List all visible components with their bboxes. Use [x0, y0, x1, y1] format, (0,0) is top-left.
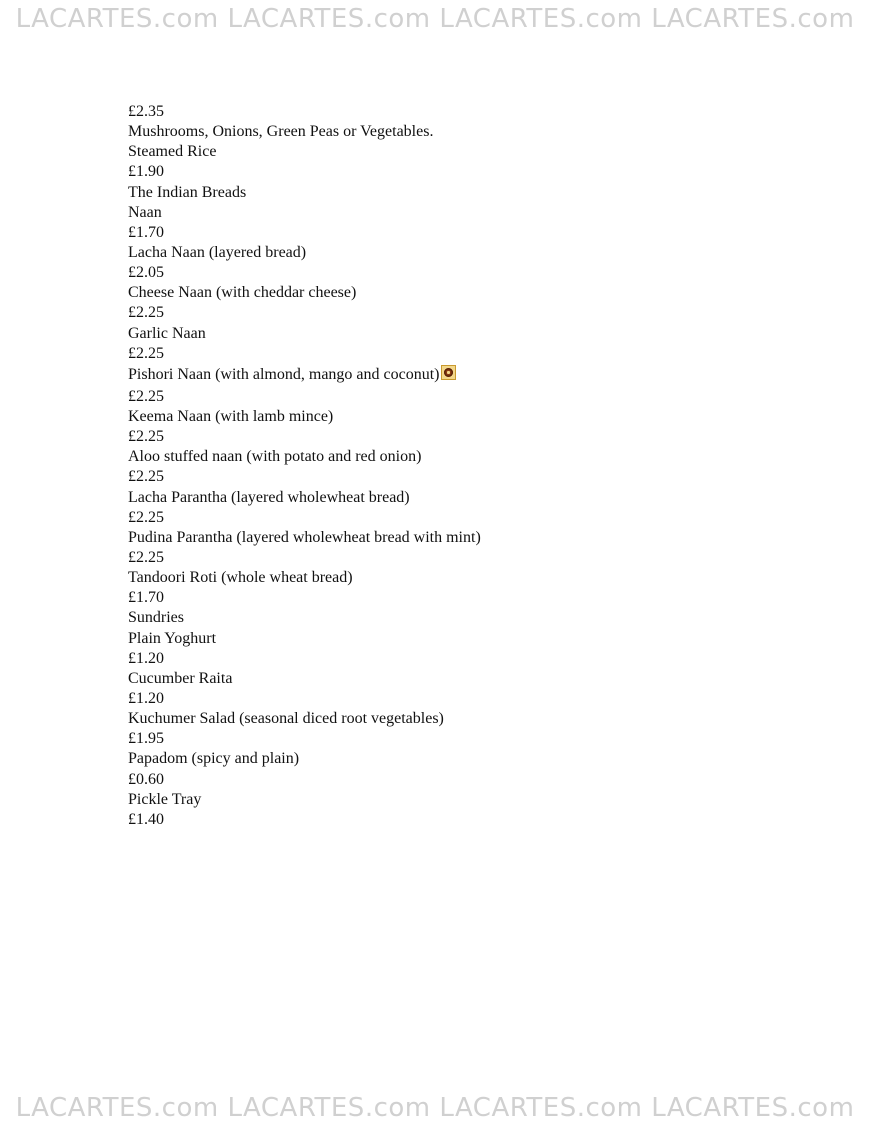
- menu-item: Cucumber Raita: [128, 669, 233, 687]
- menu-item: Kuchumer Salad (seasonal diced root vegetables): [128, 710, 444, 728]
- price: £2.25: [128, 468, 164, 486]
- menu-item: Papadom (spicy and plain): [128, 750, 300, 768]
- price: £2.05: [128, 264, 164, 282]
- section-heading: Sundries: [128, 609, 184, 627]
- menu-item: Mushrooms, Onions, Green Peas or Vegetables.: [128, 123, 434, 141]
- menu-item: Steamed Rice: [128, 143, 217, 161]
- menu-item: Keema Naan (with lamb mince): [128, 407, 334, 425]
- price: £2.25: [128, 428, 164, 446]
- price: £2.25: [128, 548, 164, 566]
- menu-item: Garlic Naan: [128, 324, 206, 342]
- nut-icon: [441, 365, 456, 380]
- menu-item: Lacha Parantha (layered wholewheat bread): [128, 488, 410, 506]
- price: £1.20: [128, 649, 164, 667]
- menu-item: Pudina Parantha (layered wholewheat bread with mint): [128, 528, 481, 546]
- price: £1.20: [128, 689, 164, 707]
- price: £2.25: [128, 304, 164, 322]
- price: £1.40: [128, 810, 164, 828]
- price: £2.35: [128, 103, 164, 120]
- price: £2.25: [128, 508, 164, 526]
- menu-list: [128, 102, 828, 830]
- watermark-bottom: LACARTES.com LACARTES.com LACARTES.com LACARTES.com: [15, 1093, 855, 1123]
- menu-item: Naan: [128, 203, 162, 221]
- menu-item: Tandoori Roti (whole wheat bread): [128, 569, 353, 587]
- price: £0.60: [128, 770, 164, 788]
- menu-item: Pickle Tray: [128, 790, 202, 808]
- price: £2.25: [128, 387, 164, 405]
- price: £1.70: [128, 223, 164, 241]
- menu-item: Lacha Naan (layered bread): [128, 243, 307, 261]
- menu-item: Aloo stuffed naan (with potato and red onion): [128, 448, 422, 466]
- menu-item-with-allergen: [128, 364, 828, 387]
- watermark-top: LACARTES.com LACARTES.com LACARTES.com LACARTES.com: [15, 4, 855, 34]
- section-heading: The Indian Breads: [128, 183, 247, 201]
- menu-item-label: Pishori Naan (with almond, mango and coconut): [128, 365, 440, 383]
- menu-item: Cheese Naan (with cheddar cheese): [128, 284, 357, 302]
- price: £1.95: [128, 730, 164, 748]
- price: £1.70: [128, 589, 164, 607]
- menu-item: Plain Yoghurt: [128, 629, 217, 647]
- price: £2.25: [128, 344, 164, 362]
- price: £1.90: [128, 163, 164, 181]
